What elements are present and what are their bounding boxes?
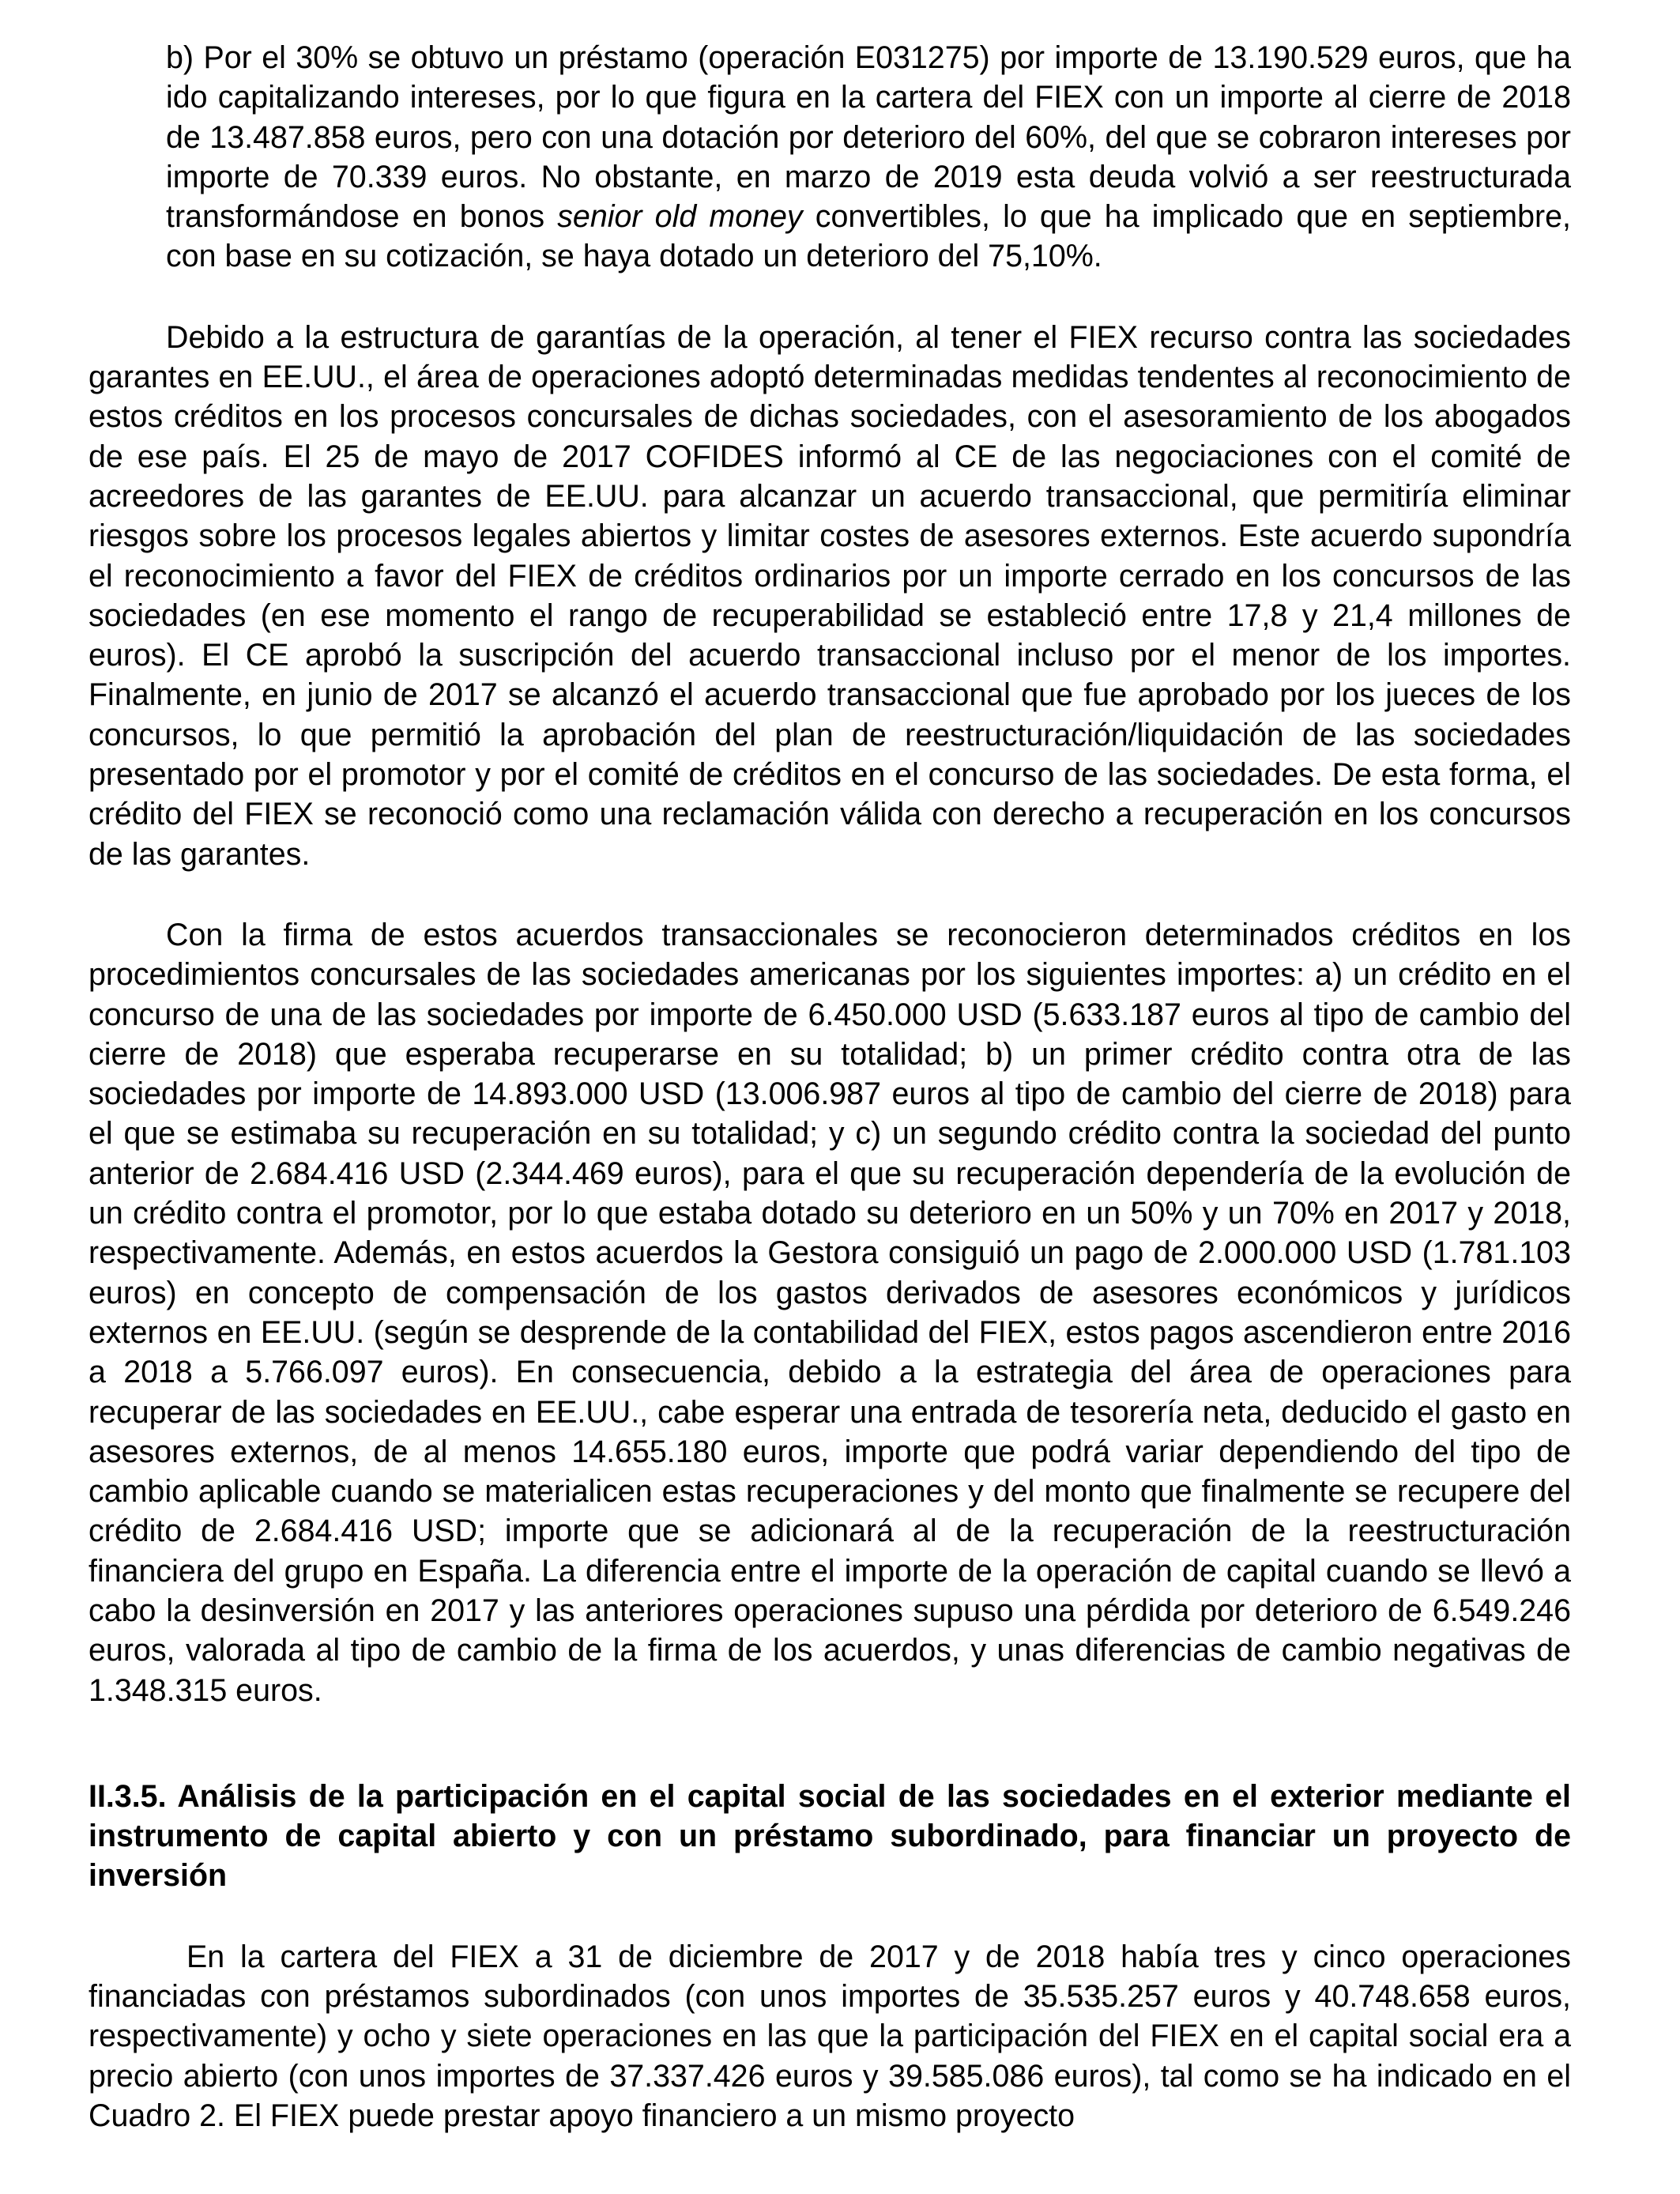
paragraph-guarantees: Debido a la estructura de garantías de la operación, al tener el FIEX recurso contra las sociedades garantes en EE.UU., el área de operaciones adoptó determinadas medidas tendentes al reconocimiento de estos créditos en los procesos concursales de dichas sociedades, con el asesoramiento de los abogados de ese país. El 25 de mayo de 2017 COFIDES informó al CE de las negociaciones con el comité de acreedores de las garantes de EE.UU. para alcanzar un acuerdo transaccional, que permitiría eliminar riesgos sobre los procesos legales abiertos y limitar costes de asesores externos. Este acuerdo supondría el reconocimiento a favor del FIEX de créditos ordinarios por un importe cerrado en los concursos de las sociedades (en ese momento el rango de recuperabilidad se estableció entre 17,8 y 21,4 millones de euros). El CE aprobó la suscripción del acuerdo transaccional incluso por el menor de los importes. Finalmente, en junio de 2017 se alcanzó el acuerdo transaccional que fue aprobado por los jueces de los concursos, lo que permitió la aprobación del plan de reestructuración/liquidación de las sociedades presentado por el promotor y por el comité de créditos en el concurso de las sociedades. De esta forma, el crédito del FIEX se reconoció como una reclamación válida con derecho a recuperación en los concursos de las garantes.: [89, 319, 1571, 872]
document-page: [89, 38, 1571, 2136]
paragraph-spacer: [89, 277, 1571, 318]
section-heading: II.3.5. Análisis de la participación en el capital social de las sociedades en el exterior mediante el instrumento de capital abierto y con un préstamo subordinado, para financiar un proyecto de inversión: [89, 1778, 1571, 1894]
paragraph-item-b-text-end: convertibles, lo que ha implicado que en septiembre, con base en su cotización, se haya dotado un deterioro del 75,10%.: [166, 199, 1571, 274]
paragraph-item-b-text-start: b) Por el 30% se obtuvo un préstamo (operación E031275) por importe de 13.190.529 euros, que ha ido capitalizando intereses, por lo que figura en la cartera del FIEX con un importe al cierre de 2018 de 13.487.858 euros, pero con una dotación por deterioro del 60%, del que se cobraron intereses por importe de 70.339 euros. No obstante, en marzo de 2019 esta deuda volvió a ser reestructurada transformándose en bonos: [166, 40, 1571, 235]
paragraph-agreements: Con la firma de estos acuerdos transaccionales se reconocieron determinados créditos en los procedimientos concursales de las sociedades americanas por los siguientes importes: a) un crédito en el concurso de una de las sociedades por importe de 6.450.000 USD (5.633.187 euros al tipo de cambio del cierre de 2018) que esperaba recuperarse en su totalidad; b) un primer crédito contra otra de las sociedades por importe de 14.893.000 USD (13.006.987 euros al tipo de cambio del cierre de 2018) para el que se estimaba su recuperación en su totalidad; y c) un segundo crédito contra la sociedad del punto anterior de 2.684.416 USD (2.344.469 euros), para el que su recuperación dependería de la evolución de un crédito contra el promotor, por lo que estaba dotado su deterioro en un 50% y un 70% en 2017 y 2018, respectivamente. Además, en estos acuerdos la Gestora consiguió un pago de 2.000.000 USD (1.781.103 euros) en concepto de compensación de los gastos derivados de asesores económicos y jurídicos externos en EE.UU. (según se desprende de la contabilidad del FIEX, estos pagos ascendieron entre 2016 a 2018 a 5.766.097 euros). En consecuencia, debido a la estrategia del área de operaciones para recuperar de las sociedades en EE.UU., cabe esperar una entrada de tesorería neta, deducido el gasto en asesores externos, de al menos 14.655.180 euros, importe que podrá variar dependiendo del tipo de cambio aplicable cuando se materialicen estas recuperaciones y del monto que finalmente se recupere del crédito de 2.684.416 USD; importe que se adicionará al de la recuperación de la reestructuración financiera del grupo en España. La diferencia entre el importe de la operación de capital cuando se llevó a cabo la desinversión en 2017 y las anteriores operaciones supuso una pérdida por deterioro de 6.549.246 euros, valorada al tipo de cambio de la firma de los acuerdos, y unas diferencias de cambio negativas de 1.348.315 euros.: [89, 917, 1571, 1708]
paragraph-portfolio: En la cartera del FIEX a 31 de diciembre de 2017 y de 2018 había tres y cinco operaciones financiadas con préstamos subordinados (con unos importes de 35.535.257 euros y 40.748.658 euros, respectivamente) y ocho y siete operaciones en las que la participación del FIEX en el capital social era a precio abierto (con unos importes de 37.337.426 euros y 39.585.086 euros), tal como se ha indicado en el Cuadro 2. El FIEX puede prestar apoyo financiero a un mismo proyecto: [89, 1939, 1571, 2133]
paragraph-item-b: [166, 38, 1571, 277]
paragraph-spacer: [89, 1896, 1571, 1937]
section-spacer: [89, 1710, 1571, 1777]
paragraph-item-b-italic-term: senior old money: [557, 199, 803, 235]
paragraph-spacer: [89, 874, 1571, 915]
